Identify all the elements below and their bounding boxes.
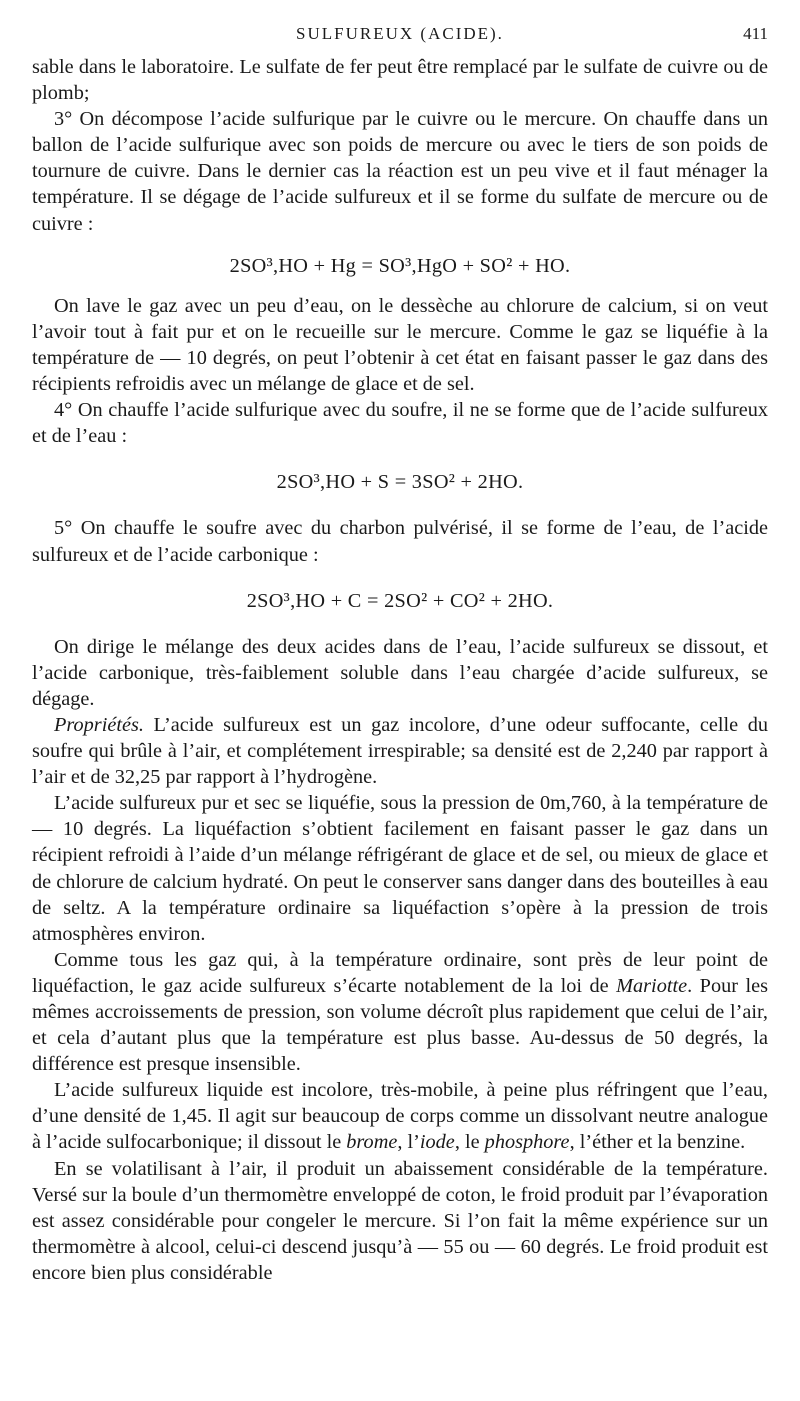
term-iode: iode (419, 1131, 455, 1154)
mariotte-name: Mariotte (616, 974, 688, 997)
equation-mercury: 2SO³,HO + Hg = SO³,HgO + SO² + HO. (229, 254, 571, 277)
book-page (32, 0, 768, 1286)
paragraph-liquefaction: L’acide sulfureux pur et sec se liquéfie, sous la pression de 0m,760, à la température de — 10 degrés. La liquéfaction s’obtient facilement en faisant passer le gaz dans un récipient refroidi à l’aide d’un mélange réfrigérant de glace et de sel, ou mieux de glace et de chlorure de calcium hydraté. On peut le conserver sans danger dans des bouteilles à eau de seltz. A la température ordinaire sa liquéfaction s’opère à la pression de trois atmosphères environ. (32, 792, 768, 945)
term-phosphore: phosphore (484, 1131, 570, 1154)
mariotte-text-start: Comme tous les gaz qui, à la température ordinaire, sont près de leur point de liquéfaction, le gaz acide sulfureux s’écarte notablement de la loi de (32, 948, 768, 997)
mariotte-text-end: . Pour les mêmes accroissements de pression, son volume décroît plus rapidement que celui de l’air, et cela d’autant plus que la température est plus basse. Au-dessus de 50 degrés, la différence est presque insensible. (32, 974, 769, 1076)
running-head (32, 24, 768, 54)
page-number: 411 (743, 24, 768, 43)
running-title: SULFUREUX (ACIDE). (296, 24, 504, 43)
paragraph-method-3: 3° On décompose l’acide sulfurique par le cuivre ou le mercure. On chauffe dans un ballon de l’acide sulfurique avec son poids de mercure ou avec le tiers de son poids de tournure de cuivre. Dans le dernier cas la réaction est un peu vive et il faut ménager la température. Il se dégage de l’acide sulfureux et il se forme du sulfate de mercure ou de cuivre : (32, 108, 768, 235)
equation-carbon: 2SO³,HO + C = 2SO² + CO² + 2HO. (246, 589, 554, 612)
paragraph-volatilization: En se volatilisant à l’air, il produit un abaissement considérable de la température. Versé sur la boule d’un thermomètre enveloppé de coton, le froid produit par l’évaporation est assez considérable pour congeler le mercure. Si l’on fait la même expérience sur un thermomètre à alcool, celui-ci descend jusqu’à — 55 ou — 60 degrés. Le froid produit est encore bien plus considérable (32, 1157, 768, 1284)
equation-sulfur: 2SO³,HO + S = 3SO² + 2HO. (276, 471, 524, 494)
body-text (32, 54, 768, 1286)
paragraph-1: sable dans le laboratoire. Le sulfate de fer peut être remplacé par le sulfate de cuivre ou de plomb; (32, 56, 768, 105)
paragraph-method-4: 4° On chauffe l’acide sulfurique avec du soufre, il ne se forme que de l’acide sulfureux et de l’eau : (32, 399, 768, 448)
comma-l: , l’ (397, 1131, 420, 1154)
paragraph-purification: On lave le gaz avec un peu d’eau, on le dessèche au chlorure de calcium, si on veut l’avoir tout à fait pur et on le recueille sur le mercure. Comme le gaz se liquéfie à la température de — 10 degrés, on peut l’obtenir à cet état en faisant passer le gaz dans des récipients refroidis avec un mélange de glace et de sel. (32, 294, 768, 396)
paragraph-separation: On dirige le mélange des deux acides dans de l’eau, l’acide sulfureux se dissout, et l’acide carbonique, très-faiblement soluble dans l’eau chargée d’acide sulfureux, se dégage. (32, 635, 768, 710)
properties-text: L’acide sulfureux est un gaz incolore, d’une odeur suffocante, celle du soufre qui brûle à l’air, et complétement irrespirable; sa densité est de 2,240 par rapport à l’air et de 32,25 par rapport à l’hydrogène. (32, 713, 768, 789)
properties-heading: Propriétés. (54, 713, 144, 736)
paragraph-properties (32, 712, 768, 790)
paragraph-mariotte (32, 947, 768, 1077)
liquid-text-start: L’acide sulfureux liquide est incolore, très-mobile, à peine plus réfringent que l’eau, d’une densité de 1,45. Il agit sur beaucoup de corps comme un dissolvant neutre analogue à l’acide sulfocarbonique; il dissout le (32, 1079, 768, 1154)
term-brome: brome (346, 1131, 398, 1154)
paragraph-method-5: 5° On chauffe le soufre avec du charbon pulvérisé, il se forme de l’eau, de l’acide sulfureux et de l’acide carbonique : (32, 517, 768, 566)
liquid-text-end: , l’éther et la benzine. (569, 1131, 746, 1154)
liquid-text-mid: , le (454, 1131, 480, 1154)
paragraph-liquid (32, 1077, 768, 1155)
